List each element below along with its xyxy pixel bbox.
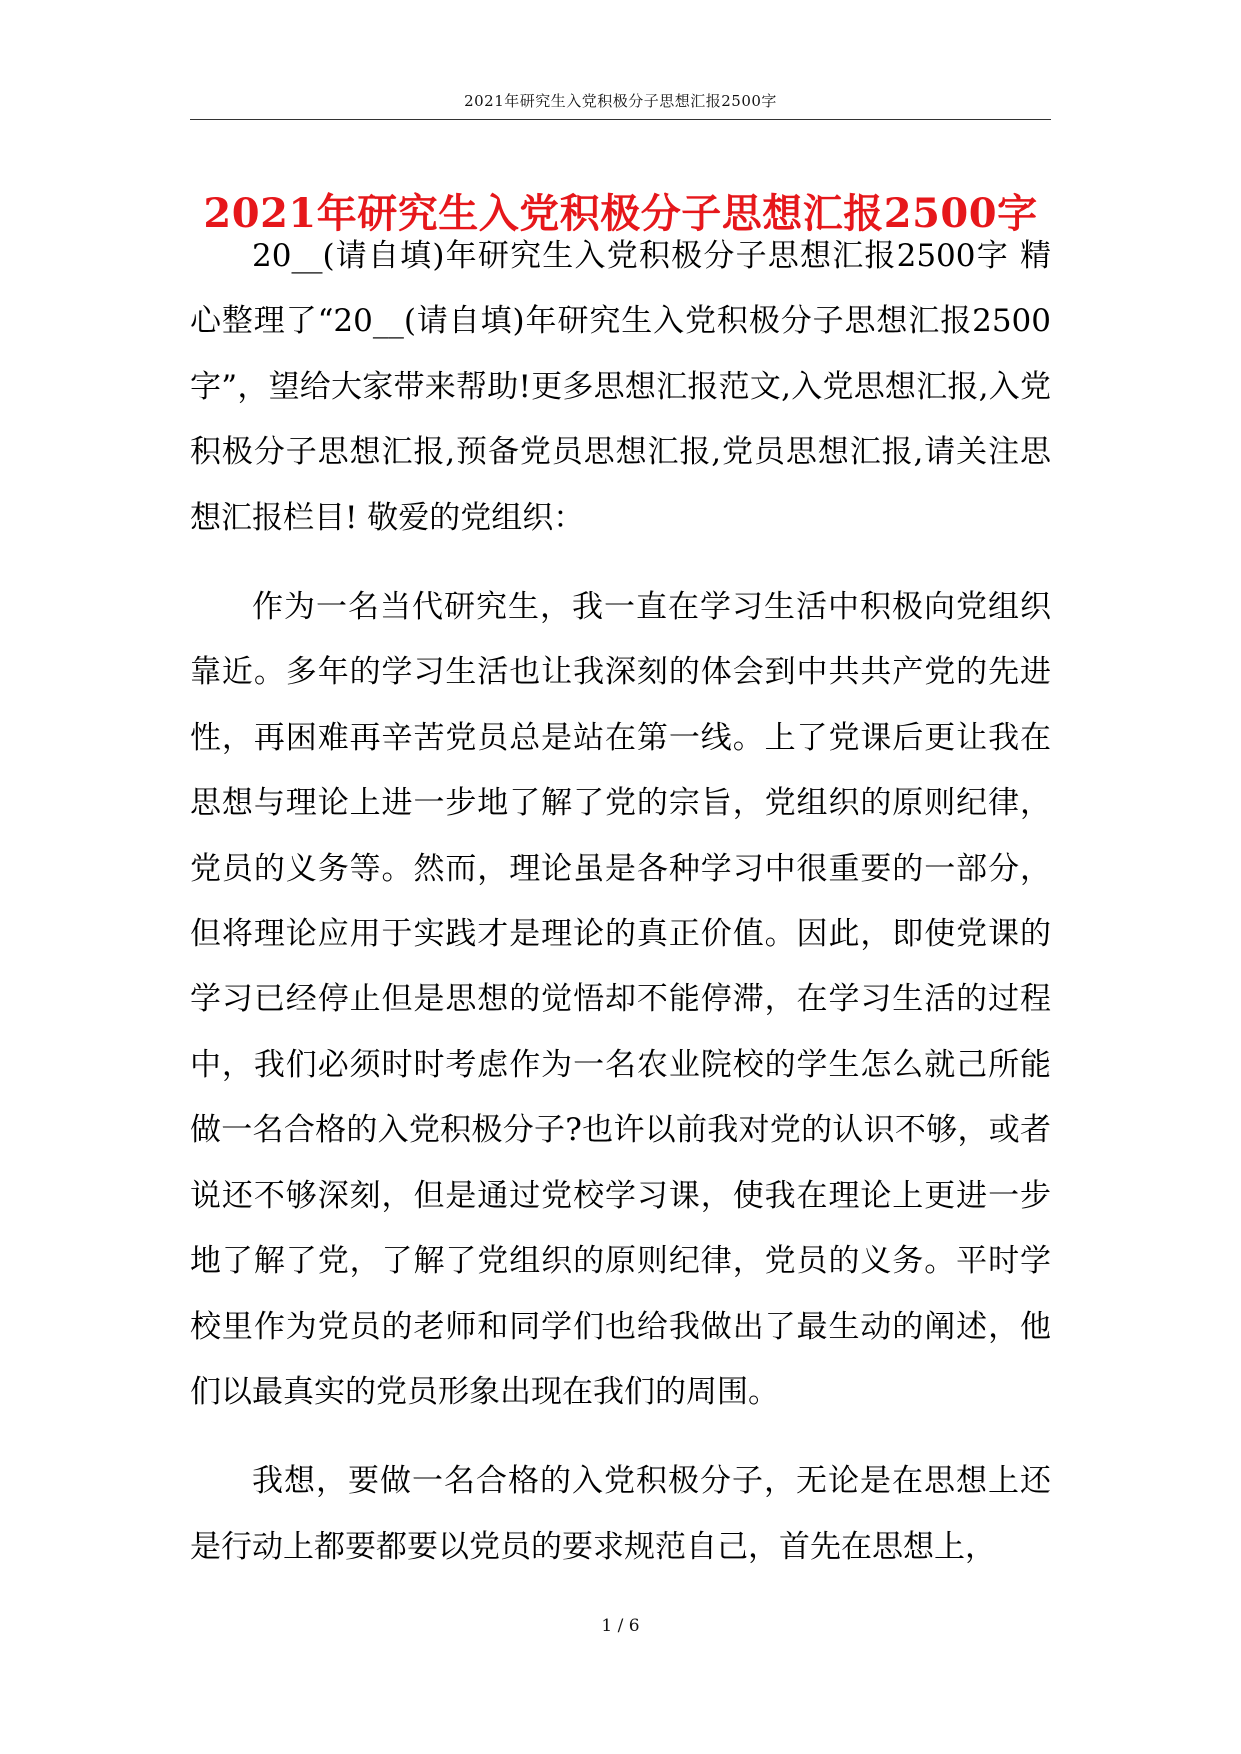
document-title: 2021年研究生入党积极分子思想汇报2500字 <box>203 189 1038 237</box>
paragraph-intro: 20__(请自填)年研究生入党积极分子思想汇报2500字 精心整理了“20__(请自填)年研究生入党积极分子思想汇报2500字”，望给大家带来帮助!更多思想汇报范文,入党思想汇报,入党积极分子思想汇报,预备党员思想汇报,党员思想汇报,请关注思想汇报栏目! 敬爱的党组织： <box>190 238 1051 536</box>
document-body <box>190 224 1051 1604</box>
paragraph-continued: 我想，要做一名合格的入党积极分子，无论是在思想上还是行动上都要都要以党员的要求规范自己，首先在思想上， <box>190 1463 1051 1565</box>
running-header: 2021年研究生入党积极分子思想汇报2500字 <box>464 92 777 110</box>
header-divider <box>190 119 1051 120</box>
page-number: 1 / 6 <box>601 1616 640 1636</box>
paragraph-main: 作为一名当代研究生，我一直在学习生活中积极向党组织靠近。多年的学习生活也让我深刻的体会到中共共产党的先进性，再困难再辛苦党员总是站在第一线。上了党课后更让我在思想与理论上进一步地了解了党的宗旨，党组织的原则纪律，党员的义务等。然而，理论虽是各种学习中很重要的一部分，但将理论应用于实践才是理论的真正价值。因此，即使党课的学习已经停止但是思想的觉悟却不能停滞，在学习生活的过程中，我们必须时时考虑作为一名农业院校的学生怎么就己所能做一名合格的入党积极分子?也许以前我对党的认识不够，或者说还不够深刻，但是通过党校学习课，使我在理论上更进一步地了解了党，了解了党组织的原则纪律，党员的义务。平时学校里作为党员的老师和同学们也给我做出了最生动的阐述，他们以最真实的党员形象出现在我们的周围。 <box>190 589 1051 1410</box>
